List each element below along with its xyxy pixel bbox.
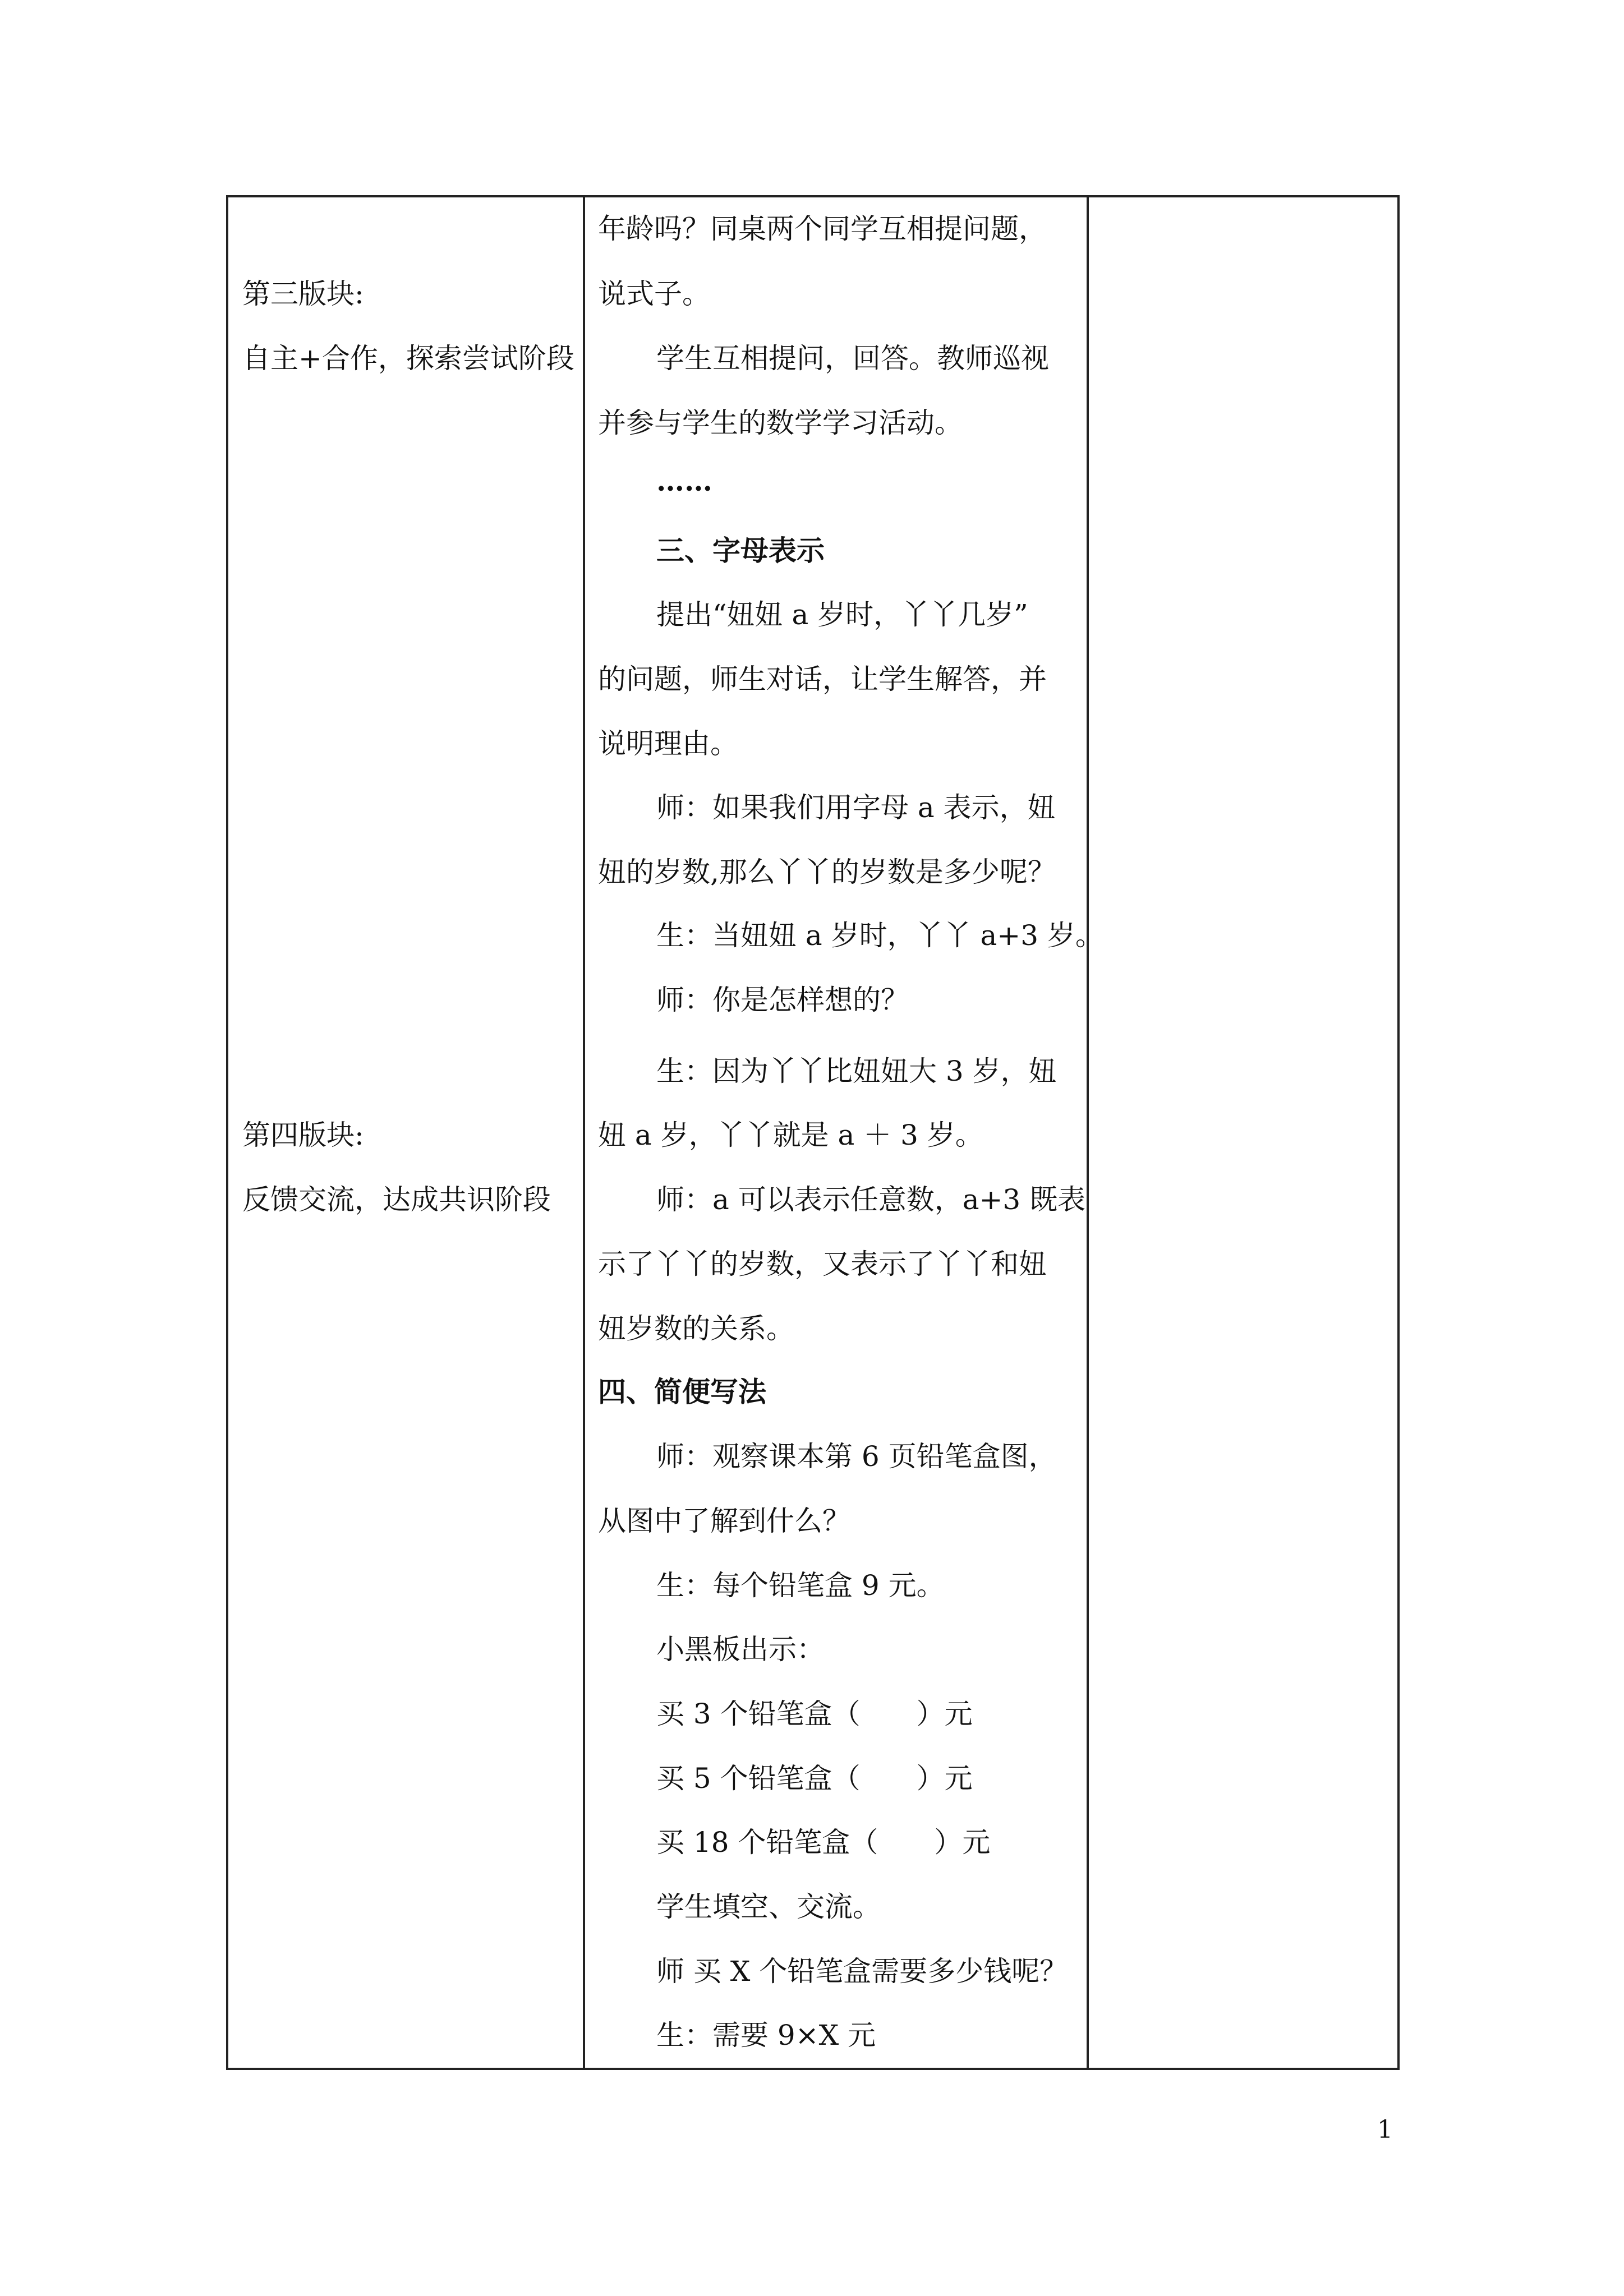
stage-3-subtitle: 自主+合作，探索尝试阶段 xyxy=(242,342,574,375)
content-line: 师：你是怎样想的？ xyxy=(656,984,909,1016)
content-line: 买 3 个铅笔盒（ ）元 xyxy=(656,1698,973,1730)
content-line: 妞岁数的关系。 xyxy=(598,1312,794,1345)
content-line: 师：a 可以表示任意数，a+3 既表 xyxy=(656,1183,1086,1216)
stage-4-title: 第四版块: xyxy=(242,1119,364,1151)
content-line: 师：观察课本第 6 页铅笔盒图， xyxy=(656,1440,1057,1473)
content-line: 妞 a 岁，丫丫就是 a ＋ 3 岁。 xyxy=(598,1119,983,1151)
content-line: 示了丫丫的岁数，又表示了丫丫和妞 xyxy=(598,1248,1047,1280)
content-line: 买 18 个铅笔盒（ ）元 xyxy=(656,1826,991,1859)
section-heading-4: 四、简便写法 xyxy=(598,1375,766,1408)
content-line: 生：当妞妞 a 岁时，丫丫 a+3 岁。 xyxy=(656,919,1103,952)
content-line: 小黑板出示： xyxy=(656,1633,825,1666)
content-line: 妞的岁数,那么丫丫的岁数是多少呢？ xyxy=(598,856,1056,888)
content-line: 说明理由。 xyxy=(598,727,738,760)
content-line: 的问题，师生对话，让学生解答，并 xyxy=(598,663,1047,695)
content-line: 从图中了解到什么？ xyxy=(598,1505,850,1537)
content-line: 生：因为丫丫比妞妞大 3 岁，妞 xyxy=(656,1055,1057,1087)
content-line: 提出“妞妞 a 岁时，丫丫几岁” xyxy=(656,598,1028,631)
content-line: 师：如果我们用字母 a 表示，妞 xyxy=(656,791,1056,824)
stage-3-title: 第三版块: xyxy=(242,278,364,310)
content-line: 买 5 个铅笔盒（ ）元 xyxy=(656,1762,973,1795)
content-line: 说式子。 xyxy=(598,278,710,310)
page-number: 1 xyxy=(1377,2115,1393,2144)
stage-4-subtitle: 反馈交流，达成共识阶段 xyxy=(242,1183,551,1216)
content-line: 并参与学生的数学学习活动。 xyxy=(598,407,963,439)
column-divider-right xyxy=(1087,197,1089,2068)
content-line: 学生填空、交流。 xyxy=(656,1891,881,1923)
content-line: 年龄吗？同桌两个同学互相提问题， xyxy=(598,213,1047,245)
content-line: 生：需要 9×X 元 xyxy=(656,2019,876,2051)
section-heading-3: 三、字母表示 xyxy=(656,534,825,567)
content-line: 生：每个铅笔盒 9 元。 xyxy=(656,1569,945,1602)
ellipsis-line: …… xyxy=(656,464,712,497)
content-line: 师 买 X 个铅笔盒需要多少钱呢？ xyxy=(656,1955,1068,1988)
content-line: 学生互相提问，回答。教师巡视 xyxy=(656,342,1049,375)
column-divider-left xyxy=(583,197,585,2068)
